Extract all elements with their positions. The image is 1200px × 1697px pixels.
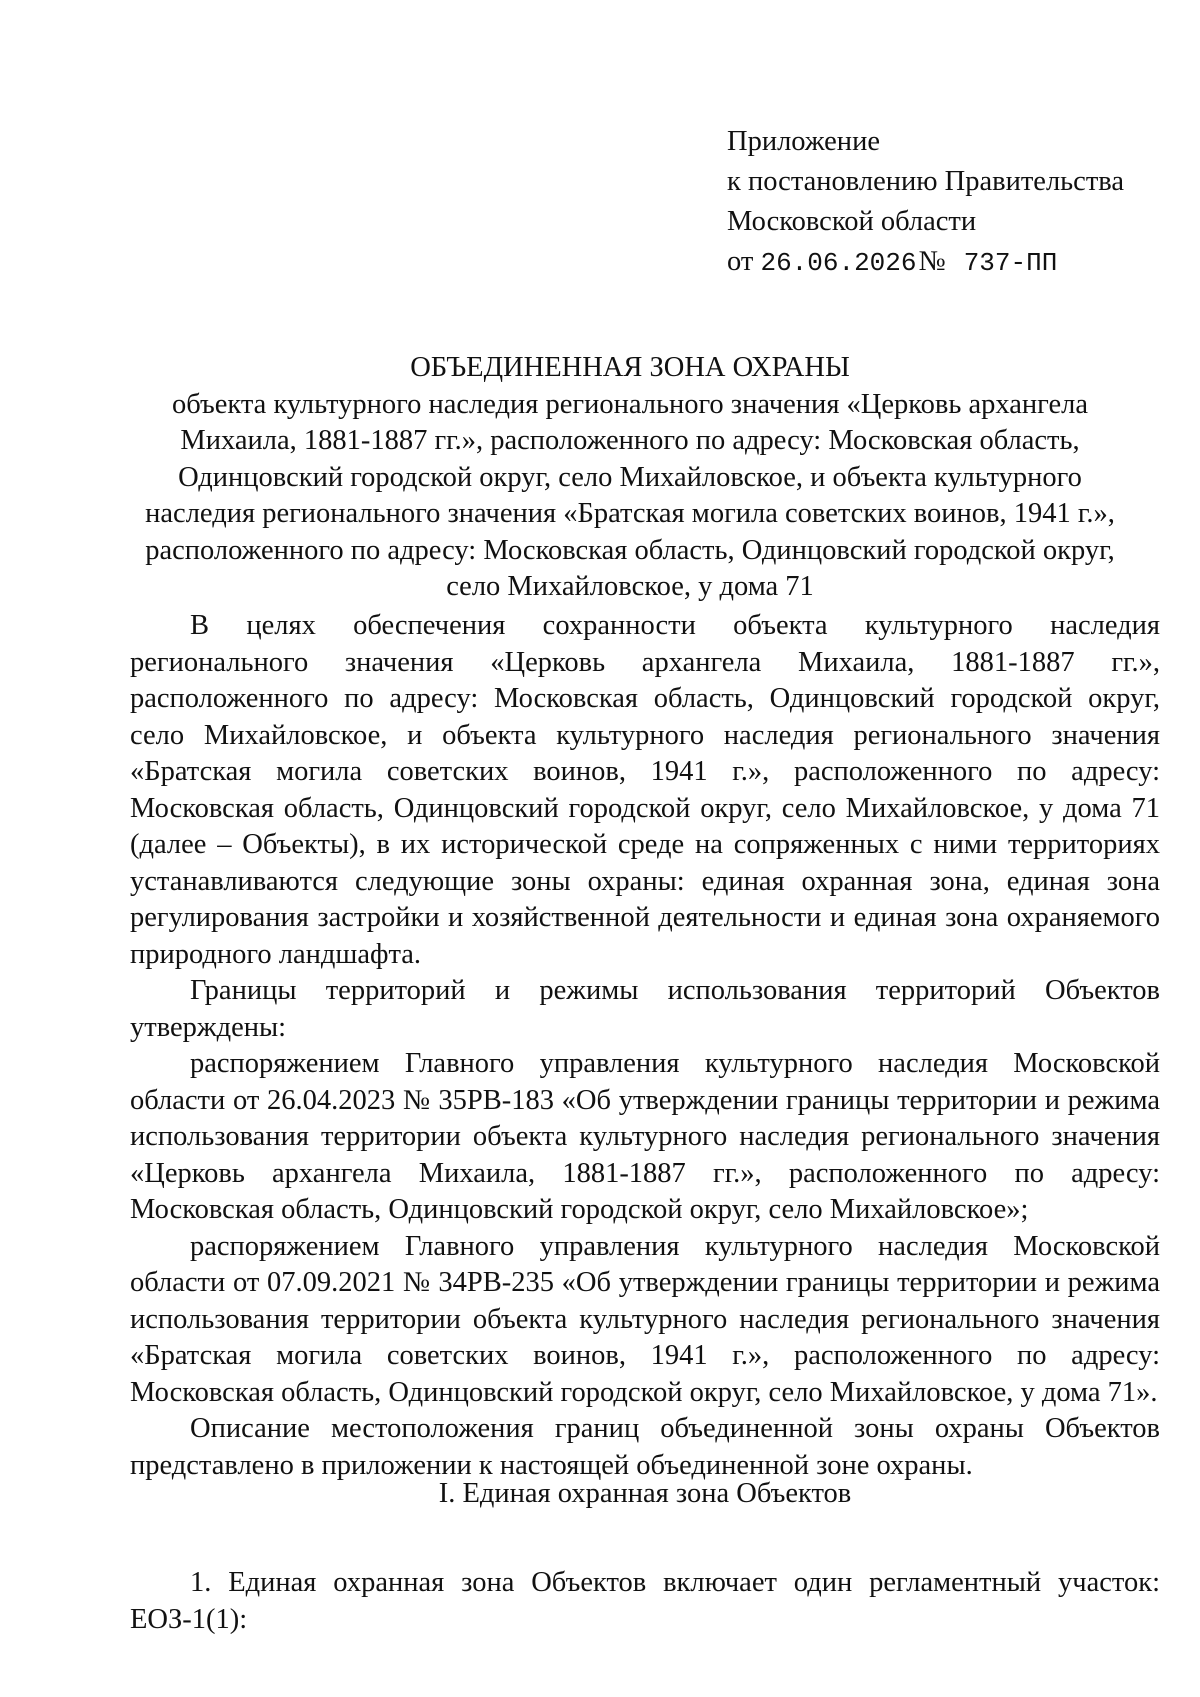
body-paragraph: В целях обеспечения сохранности объекта культурного наследия регионального значения «Церковь архангела Михаила, 1881-1887 гг.», расположенного по адресу: Московская область, Одинцовский городской округ, село Михайловское, и объекта культурного наследия регионального значения «Братская могила советских воинов, 1941 г.», расположенного по адресу: Московская область, Одинцовский городской округ, село Михайловское, у дома 71 (далее – Объекты), в их исторической среде на сопряженных с ними территориях устанавливаются следующие зоны охраны: единая охранная зона, единая зона регулирования застройки и хозяйственной деятельности и единая зона охраняемого природного ландшафта. [130,610,1160,970]
title-line: расположенного по адресу: Московская область, Одинцовский городской округ, [145,534,1115,566]
title-line: Михаила, 1881-1887 гг.», расположенного по адресу: Московская область, [180,425,1080,456]
title-line: объекта культурного наследия регионального значения «Церковь архангела [171,388,1089,420]
document-body [130,608,1160,1484]
body-paragraph: распоряжением Главного управления культурного наследия Московской области от 26.04.2023 № 35РВ-183 «Об утверждении границы территории и режима использования территории объекта культурного наследия регионального значения «Церковь архангела Михаила, 1881-1887 гг.», расположенного по адресу: Московская область, Одинцовский городской округ, село Михайловское»; [130,1048,1160,1225]
document-title [130,350,1130,606]
body-paragraph: Границы территорий и режимы использования территорий Объектов утверждены: [130,975,1160,1043]
body-paragraph: Описание местоположения границ объединенной зоны охраны Объектов представлено в приложении к настоящей объединенной зоне охраны. [130,1413,1160,1481]
title-line: село Михайловское, у дома 71 [446,571,814,602]
title-line: наследия регионального значения «Братская могила советских воинов, 1941 г.», [145,498,1115,529]
appendix-date-line [727,242,1124,283]
date-prefix: от [727,246,754,277]
appendix-region: Московской области [727,206,977,237]
number-sign: № [918,246,946,277]
decree-number: 737-ПП [963,248,1058,278]
body-paragraph: распоряжением Главного управления культурного наследия Московской области от 07.09.2021 № 34РВ-235 «Об утверждении границы территории и режима использования территории объекта культурного наследия регионального значения «Братская могила советских воинов, 1941 г.», расположенного по адресу: Московская область, Одинцовский городской округ, село Михайловское, у дома 71». [130,1230,1160,1408]
appendix-header [727,122,1124,283]
section-title: I. Единая охранная зона Объектов [438,1478,852,1509]
title-line: Одинцовский городской округ, село Михайловское, и объекта культурного [178,461,1082,493]
title-heading: ОБЪЕДИНЕННАЯ ЗОНА ОХРАНЫ [410,352,850,383]
decree-date: 26.06.2026 [760,248,917,278]
appendix-reference: к постановлению Правительства [727,166,1125,197]
appendix-label: Приложение [727,126,880,157]
section-item: 1. Единая охранная зона Объектов включает один регламентный участок: ЕОЗ-1(1): [130,1567,1160,1635]
